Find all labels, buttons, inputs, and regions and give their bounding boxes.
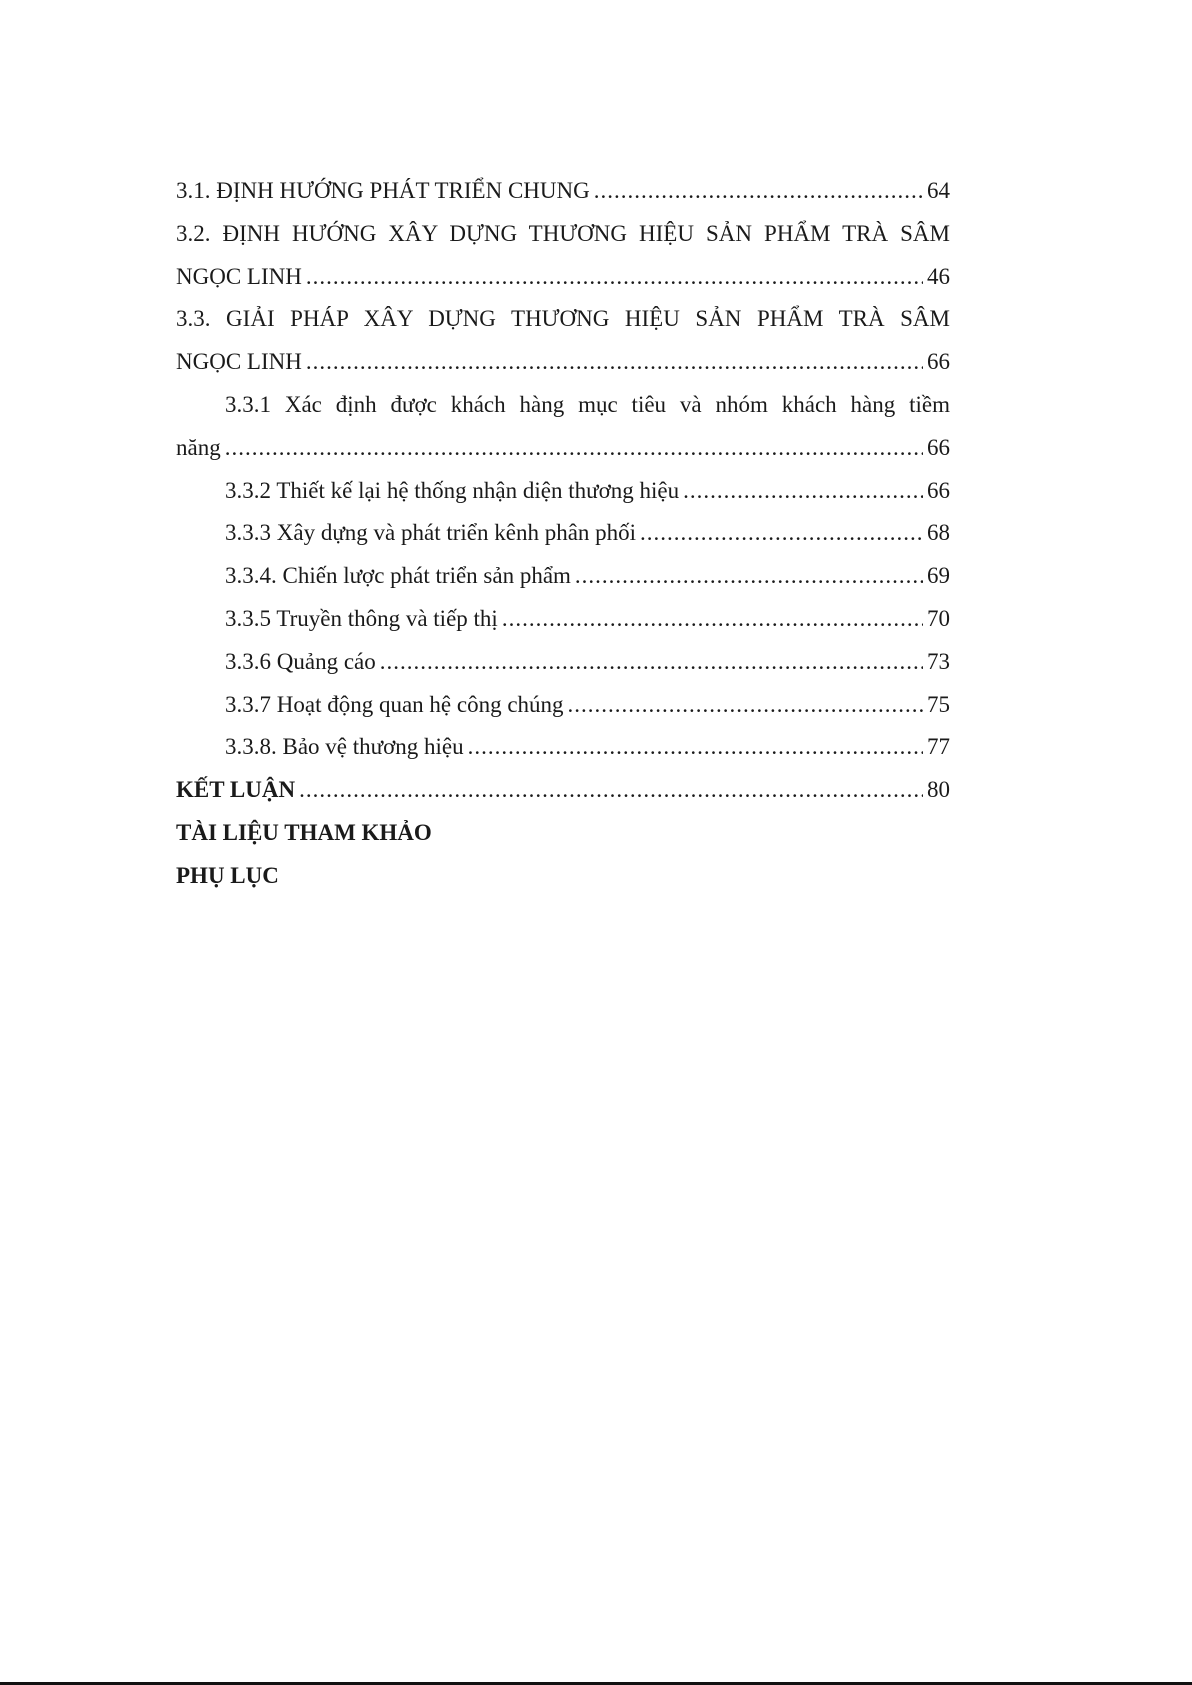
toc-dot-leader — [380, 641, 923, 684]
toc-entry-3-3-6[interactable] — [176, 641, 950, 684]
toc-entry-3-3-1-line1[interactable] — [176, 384, 950, 427]
toc-entry-title: 3.1. ĐỊNH HƯỚNG PHÁT TRIỂN CHUNG — [176, 178, 590, 203]
toc-page-number: 73 — [927, 648, 950, 674]
toc-entry-title: 3.3.7 Hoạt động quan hệ công chúng — [225, 691, 564, 717]
toc-dot-leader — [594, 170, 923, 213]
toc-entry-title: TÀI LIỆU THAM KHẢO — [176, 819, 432, 845]
toc-page-number: 66 — [927, 349, 950, 375]
toc-dot-leader — [468, 726, 923, 769]
toc-entry-title: 3.3.3 Xây dựng và phát triển kênh phân phối — [225, 520, 637, 546]
toc-dot-leader — [306, 341, 923, 384]
toc-entry-3-3-7[interactable] — [176, 684, 950, 727]
toc-entry-phu-luc[interactable] — [176, 855, 950, 898]
toc-dot-leader — [568, 684, 923, 727]
toc-entry-title: PHỤ LỤC — [176, 862, 279, 888]
toc-page-number: 69 — [927, 563, 950, 589]
toc-entry-title: 3.3.2 Thiết kế lại hệ thống nhận diện thương hiệu — [225, 477, 680, 503]
toc-dot-leader — [502, 598, 923, 641]
toc-entry-3-3-1-line2[interactable] — [176, 427, 950, 470]
toc-dot-leader — [306, 256, 923, 299]
toc-entry-ket-luan[interactable] — [176, 769, 950, 812]
toc-page-number: 75 — [927, 691, 950, 717]
toc-page-number: 68 — [927, 520, 950, 546]
toc-page-number: 66 — [927, 434, 950, 460]
toc-page-number: 70 — [927, 605, 950, 631]
toc-entry-3-3-2[interactable] — [176, 470, 950, 513]
toc-entry-3-3-3[interactable] — [176, 512, 950, 555]
toc-dot-leader — [640, 512, 923, 555]
toc-dot-leader — [225, 427, 923, 470]
toc-entry-3-3-8[interactable] — [176, 726, 950, 769]
toc-entry-3-1[interactable] — [176, 170, 950, 213]
toc-dot-leader — [683, 470, 923, 513]
toc-entry-title: 3.3. GIẢI PHÁP XÂY DỰNG THƯƠNG HIỆU SẢN PHẨM TRÀ SÂM — [176, 306, 950, 332]
toc-entry-title: 3.3.5 Truyền thông và tiếp thị — [225, 605, 498, 631]
toc-dot-leader — [575, 555, 923, 598]
table-of-contents — [176, 170, 950, 898]
toc-entry-title: 3.3.8. Bảo vệ thương hiệu — [225, 734, 464, 760]
toc-entry-3-2-line2[interactable] — [176, 256, 950, 299]
toc-entry-title: 3.3.6 Quảng cáo — [225, 648, 376, 674]
toc-entry-title: KẾT LUẬN — [176, 777, 296, 803]
toc-entry-title: 3.3.4. Chiến lược phát triển sản phẩm — [225, 563, 571, 589]
toc-page-number: 66 — [927, 477, 950, 503]
toc-entry-3-3-line2[interactable] — [176, 341, 950, 384]
toc-entry-title: 3.3.1 Xác định được khách hàng mục tiêu và nhóm khách hàng tiềm — [225, 391, 950, 417]
toc-entry-title: 3.2. ĐỊNH HƯỚNG XÂY DỰNG THƯƠNG HIỆU SẢN PHẨM TRÀ SÂM — [176, 220, 950, 246]
toc-entry-title-cont: năng — [176, 434, 221, 460]
toc-entry-tai-lieu-tham-khao[interactable] — [176, 812, 950, 855]
toc-entry-title-cont: NGỌC LINH — [176, 263, 302, 289]
toc-page-number: 77 — [927, 734, 950, 760]
toc-dot-leader — [299, 769, 923, 812]
toc-page-number: 80 — [927, 777, 950, 803]
toc-entry-3-3-4[interactable] — [176, 555, 950, 598]
toc-page-number: 46 — [927, 263, 950, 289]
toc-entry-3-2-line1[interactable] — [176, 213, 950, 256]
toc-page-number: 64 — [927, 178, 950, 203]
toc-entry-3-3-5[interactable] — [176, 598, 950, 641]
toc-entry-3-3-line1[interactable] — [176, 298, 950, 341]
toc-entry-title-cont: NGỌC LINH — [176, 349, 302, 375]
